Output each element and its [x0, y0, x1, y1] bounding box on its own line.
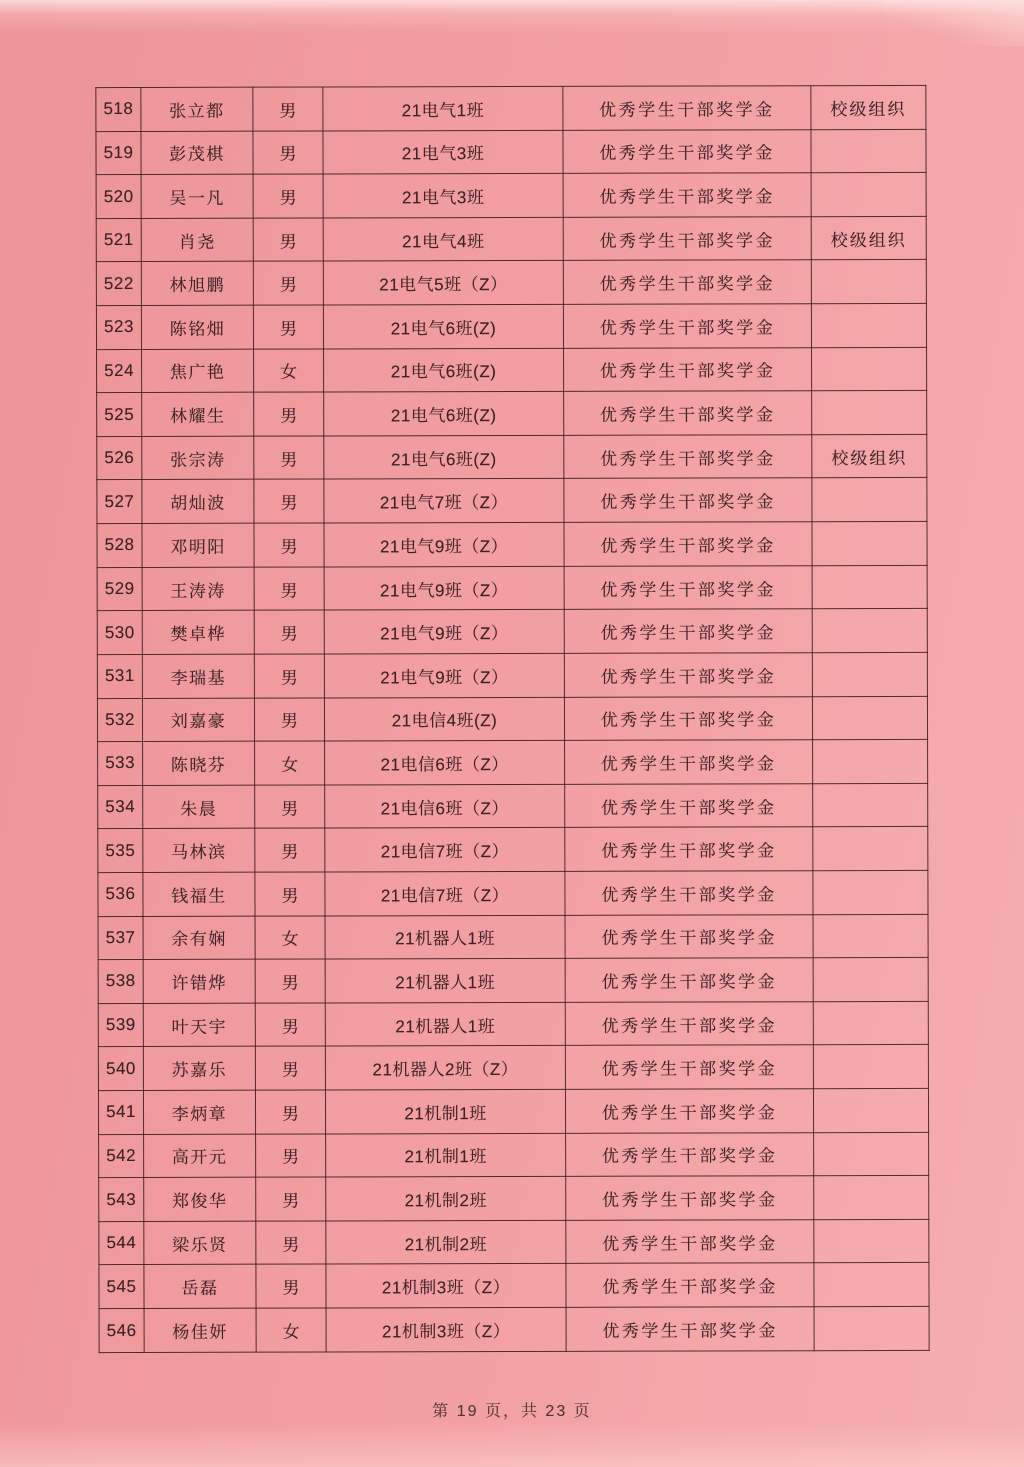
student-name-cell: 吴一凡 — [141, 174, 253, 218]
student-name-cell: 岳磊 — [144, 1265, 256, 1309]
student-name-cell: 钱福生 — [143, 872, 255, 916]
award-cell: 优秀学生干部奖学金 — [565, 827, 813, 871]
gender-cell: 男 — [254, 523, 324, 567]
class-cell: 21电气9班（Z） — [324, 566, 564, 610]
table-row — [97, 609, 927, 655]
row-number-cell: 533 — [98, 742, 143, 786]
student-name-cell: 陈晓芬 — [143, 741, 255, 785]
student-name-cell: 张宗涛 — [142, 436, 254, 480]
award-cell: 优秀学生干部奖学金 — [565, 783, 813, 827]
award-cell: 优秀学生干部奖学金 — [566, 1307, 814, 1352]
award-cell: 优秀学生干部奖学金 — [565, 1089, 813, 1133]
organization-cell — [812, 391, 927, 435]
class-cell: 21电气9班（Z） — [324, 653, 564, 697]
award-cell: 优秀学生干部奖学金 — [564, 435, 812, 479]
row-number-cell: 542 — [99, 1134, 144, 1178]
student-name-cell: 王涛涛 — [142, 567, 254, 611]
award-cell: 优秀学生干部奖学金 — [563, 304, 811, 348]
row-number-cell: 540 — [98, 1047, 143, 1091]
award-cell: 优秀学生干部奖学金 — [564, 653, 812, 697]
gender-cell: 男 — [256, 1221, 326, 1265]
table-row — [96, 260, 926, 306]
organization-cell — [812, 347, 927, 391]
gender-cell: 男 — [254, 436, 324, 480]
class-cell: 21电气6班(Z) — [324, 348, 564, 392]
student-name-cell: 林旭鹏 — [141, 262, 253, 306]
award-cell: 优秀学生干部奖学金 — [565, 1002, 813, 1046]
row-number-cell: 524 — [97, 349, 142, 393]
award-cell: 优秀学生干部奖学金 — [563, 173, 811, 217]
table-row — [98, 914, 928, 960]
award-cell: 优秀学生干部奖学金 — [565, 958, 813, 1002]
gender-cell: 男 — [255, 1046, 325, 1090]
class-cell: 21机制1班 — [326, 1133, 566, 1177]
award-cell: 优秀学生干部奖学金 — [565, 1045, 813, 1089]
table-row — [97, 434, 927, 480]
award-cell: 优秀学生干部奖学金 — [566, 1263, 814, 1307]
class-cell: 21机制3班（Z） — [326, 1264, 566, 1308]
row-number-cell: 536 — [98, 872, 143, 916]
table-row — [98, 827, 928, 873]
row-number-cell: 522 — [96, 262, 141, 306]
organization-cell — [812, 522, 927, 566]
award-cell: 优秀学生干部奖学金 — [563, 86, 811, 130]
gender-cell: 男 — [253, 218, 323, 262]
gender-cell: 男 — [253, 174, 323, 218]
class-cell: 21电信7班（Z） — [325, 828, 565, 872]
student-name-cell: 高开元 — [144, 1134, 256, 1178]
table-row — [98, 958, 928, 1004]
gender-cell: 男 — [255, 1090, 325, 1134]
student-name-cell: 李炳章 — [143, 1090, 255, 1134]
student-name-cell: 郑俊华 — [144, 1177, 256, 1221]
organization-cell — [811, 260, 926, 304]
award-cell: 优秀学生干部奖学金 — [564, 696, 812, 740]
table-row — [99, 1219, 929, 1265]
organization-cell: 校级组织 — [811, 216, 926, 260]
award-cell: 优秀学生干部奖学金 — [564, 522, 812, 566]
award-cell: 优秀学生干部奖学金 — [564, 565, 812, 609]
student-name-cell: 刘嘉豪 — [142, 698, 254, 742]
class-cell: 21机器人1班 — [325, 915, 565, 959]
row-number-cell: 544 — [99, 1221, 144, 1265]
row-number-cell: 518 — [96, 87, 141, 131]
gender-cell: 男 — [256, 1134, 326, 1178]
class-cell: 21电气6班(Z) — [323, 304, 563, 348]
gender-cell: 男 — [254, 610, 324, 654]
class-cell: 21电信6班（Z） — [325, 784, 565, 828]
row-number-cell: 546 — [99, 1309, 144, 1353]
award-cell: 优秀学生干部奖学金 — [564, 391, 812, 435]
student-name-cell: 李瑞基 — [142, 654, 254, 698]
class-cell: 21电气6班(Z) — [324, 435, 564, 479]
organization-cell — [814, 1176, 929, 1220]
student-award-table-body — [96, 85, 929, 1352]
student-name-cell: 马林滨 — [143, 829, 255, 873]
class-cell: 21电气3班 — [323, 174, 563, 218]
student-name-cell: 梁乐贤 — [144, 1221, 256, 1265]
row-number-cell: 545 — [99, 1265, 144, 1309]
class-cell: 21电信7班（Z） — [325, 871, 565, 915]
table-row — [97, 565, 927, 611]
gender-cell: 男 — [255, 959, 325, 1003]
row-number-cell: 527 — [97, 480, 142, 524]
gender-cell: 男 — [254, 567, 324, 611]
organization-cell — [813, 827, 928, 871]
class-cell: 21电气9班（Z） — [324, 522, 564, 566]
student-name-cell: 陈铭畑 — [141, 305, 253, 349]
table-row — [98, 1088, 928, 1134]
gender-cell: 男 — [254, 698, 324, 742]
table-row — [96, 129, 926, 175]
class-cell: 21电气6班(Z) — [324, 392, 564, 436]
page-footer: 第 19 页，共 23 页 — [432, 1403, 592, 1420]
class-cell: 21电气4班 — [323, 217, 563, 261]
class-cell: 21电信6班（Z） — [325, 741, 565, 785]
student-name-cell: 彭茂棋 — [141, 131, 253, 175]
table-row — [98, 783, 928, 829]
organization-cell — [813, 1088, 928, 1132]
row-number-cell: 520 — [96, 175, 141, 219]
gender-cell: 男 — [254, 392, 324, 436]
award-cell: 优秀学生干部奖学金 — [566, 1220, 814, 1264]
organization-cell — [812, 609, 927, 653]
gender-cell: 男 — [255, 872, 325, 916]
table-row — [98, 1045, 928, 1091]
award-cell: 优秀学生干部奖学金 — [563, 260, 811, 304]
gender-cell: 男 — [253, 305, 323, 349]
award-cell: 优秀学生干部奖学金 — [563, 217, 811, 261]
organization-cell — [812, 652, 927, 696]
table-row — [97, 522, 927, 568]
row-number-cell: 521 — [96, 218, 141, 262]
student-name-cell: 张立都 — [141, 87, 253, 131]
student-name-cell: 叶天宇 — [143, 1003, 255, 1047]
gender-cell: 女 — [255, 741, 325, 785]
gender-cell: 男 — [253, 87, 323, 131]
award-cell: 优秀学生干部奖学金 — [565, 871, 813, 915]
organization-cell — [812, 696, 927, 740]
student-name-cell: 邓明阳 — [142, 523, 254, 567]
organization-cell — [811, 173, 926, 217]
class-cell: 21电信4班(Z) — [324, 697, 564, 741]
class-cell: 21电气9班（Z） — [324, 610, 564, 654]
gender-cell: 男 — [256, 1177, 326, 1221]
table-row — [99, 1306, 929, 1352]
row-number-cell: 535 — [98, 829, 143, 873]
organization-cell — [814, 1263, 929, 1307]
row-number-cell: 525 — [97, 393, 142, 437]
organization-cell — [814, 1219, 929, 1263]
class-cell: 21机制2班 — [326, 1220, 566, 1264]
student-name-cell: 许错烨 — [143, 959, 255, 1003]
row-number-cell: 537 — [98, 916, 143, 960]
row-number-cell: 541 — [98, 1090, 143, 1134]
organization-cell: 校级组织 — [812, 434, 927, 478]
organization-cell — [813, 958, 928, 1002]
award-cell: 优秀学生干部奖学金 — [564, 347, 812, 391]
row-number-cell: 543 — [99, 1178, 144, 1222]
organization-cell — [813, 740, 928, 784]
student-award-table — [95, 85, 929, 1353]
class-cell: 21机制1班 — [325, 1089, 565, 1133]
row-number-cell: 532 — [97, 698, 142, 742]
award-cell: 优秀学生干部奖学金 — [564, 478, 812, 522]
row-number-cell: 528 — [97, 524, 142, 568]
gender-cell: 男 — [255, 1003, 325, 1047]
row-number-cell: 519 — [96, 131, 141, 175]
class-cell: 21电气7班（Z） — [324, 479, 564, 523]
student-name-cell: 焦广艳 — [142, 349, 254, 393]
student-name-cell: 杨佳妍 — [144, 1308, 256, 1352]
table-row — [96, 303, 926, 349]
gender-cell: 男 — [255, 785, 325, 829]
class-cell: 21机器人1班 — [325, 1002, 565, 1046]
award-cell: 优秀学生干部奖学金 — [563, 129, 811, 173]
row-number-cell: 531 — [97, 654, 142, 698]
row-number-cell: 529 — [97, 567, 142, 611]
organization-cell — [813, 914, 928, 958]
row-number-cell: 523 — [96, 306, 141, 350]
table-row — [98, 870, 928, 916]
gender-cell: 男 — [254, 479, 324, 523]
paper-corner-highlight — [884, 0, 1024, 46]
row-number-cell: 538 — [98, 960, 143, 1004]
gender-cell: 女 — [256, 1308, 326, 1352]
row-number-cell: 530 — [97, 611, 142, 655]
class-cell: 21电气5班（Z） — [323, 261, 563, 305]
table-row — [99, 1176, 929, 1222]
award-cell: 优秀学生干部奖学金 — [565, 914, 813, 958]
table-row — [98, 1001, 928, 1047]
organization-cell — [813, 1045, 928, 1089]
gender-cell: 女 — [255, 916, 325, 960]
gender-cell: 男 — [255, 828, 325, 872]
table-row — [96, 85, 926, 131]
table-row — [97, 391, 927, 437]
class-cell: 21电气3班 — [323, 130, 563, 174]
row-number-cell: 539 — [98, 1003, 143, 1047]
organization-cell — [811, 129, 926, 173]
table-row — [96, 216, 926, 262]
organization-cell — [812, 565, 927, 609]
table-row — [99, 1263, 929, 1309]
class-cell: 21机制2班 — [326, 1177, 566, 1221]
row-number-cell: 526 — [97, 436, 142, 480]
student-name-cell: 林耀生 — [142, 392, 254, 436]
student-name-cell: 苏嘉乐 — [143, 1047, 255, 1091]
class-cell: 21机器人2班（Z） — [325, 1046, 565, 1090]
table-row — [97, 652, 927, 698]
organization-cell — [814, 1132, 929, 1176]
student-name-cell: 樊卓桦 — [142, 610, 254, 654]
table-row — [99, 1132, 929, 1178]
award-cell: 优秀学生干部奖学金 — [566, 1132, 814, 1176]
award-cell: 优秀学生干部奖学金 — [566, 1176, 814, 1220]
award-cell: 优秀学生干部奖学金 — [565, 740, 813, 784]
student-name-cell: 余有娴 — [143, 916, 255, 960]
class-cell: 21电气1班 — [323, 86, 563, 130]
gender-cell: 男 — [256, 1264, 326, 1308]
gender-cell: 男 — [253, 261, 323, 305]
gender-cell: 女 — [254, 349, 324, 393]
table-row — [97, 696, 927, 742]
organization-cell — [812, 478, 927, 522]
student-name-cell: 朱晨 — [143, 785, 255, 829]
table-row — [97, 347, 927, 393]
gender-cell: 男 — [254, 654, 324, 698]
student-name-cell: 肖尧 — [141, 218, 253, 262]
row-number-cell: 534 — [98, 785, 143, 829]
organization-cell — [813, 870, 928, 914]
organization-cell — [811, 303, 926, 347]
gender-cell: 男 — [253, 131, 323, 175]
organization-cell — [813, 783, 928, 827]
organization-cell — [814, 1306, 929, 1350]
award-cell: 优秀学生干部奖学金 — [564, 609, 812, 653]
class-cell: 21机器人1班 — [325, 959, 565, 1003]
organization-cell: 校级组织 — [811, 85, 926, 129]
student-name-cell: 胡灿波 — [142, 480, 254, 524]
class-cell: 21机制3班（Z） — [326, 1307, 566, 1352]
organization-cell — [813, 1001, 928, 1045]
table-row — [96, 173, 926, 219]
table-row — [98, 740, 928, 786]
table-row — [97, 478, 927, 524]
